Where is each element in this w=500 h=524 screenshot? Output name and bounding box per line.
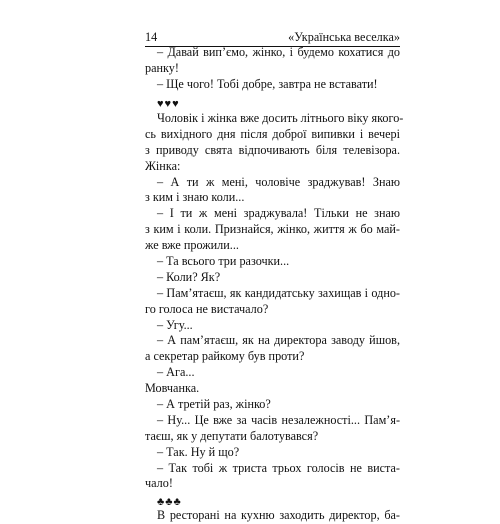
text-line: з приводу свята відпочивають біля телевізора. xyxy=(145,142,400,157)
text-line: – Давай вип’ємо, жінко, і будемо кохатися до xyxy=(157,45,400,59)
joke-block-3 xyxy=(145,508,400,524)
text-line: же вже прожили... xyxy=(145,238,239,253)
text-line: Чоловік і жінка вже досить літнього віку якого- xyxy=(157,111,404,125)
text-line: – Пам’ятаєш, як кандидатську захищав і одно- xyxy=(157,285,400,300)
joke-block-1 xyxy=(145,45,400,93)
text-line: сь вихідного дня після доброї випивки і вечері xyxy=(145,126,400,141)
text-line: Мовчанка. xyxy=(145,381,200,396)
running-title: «Українська веселка» xyxy=(288,30,400,44)
book-page xyxy=(145,29,404,522)
text-line: таєш, як у депутати балотувався? xyxy=(145,428,319,443)
text-line: В ресторані на кухню заходить директор, ба- xyxy=(157,508,400,522)
text-line: – Угу... xyxy=(157,317,193,332)
text-line: – Так. Ну й що? xyxy=(157,444,240,459)
text-line: – Коли? Як? xyxy=(157,269,221,284)
clubs-ornament: ♣♣♣ xyxy=(157,496,182,508)
page-header xyxy=(145,29,400,45)
text-line: – А третій раз, жінко? xyxy=(157,397,271,412)
hearts-ornament: ♥♥♥ xyxy=(157,98,180,110)
text-line: – Ну... Це вже за часів незалежності... Пам’я- xyxy=(157,412,400,427)
text-line: – А пам’ятаєш, як на директора заводу йшов, xyxy=(157,333,400,348)
text-line: з ким і коли. Признайся, жінко, життя ж бо май- xyxy=(145,222,400,237)
text-line: – Ага... xyxy=(157,365,195,380)
text-line: з ким і знаю коли... xyxy=(145,190,245,205)
text-line: – Та всього три разочки... xyxy=(157,254,290,269)
page-number: 14 xyxy=(145,30,158,44)
text-line: го голоса не вистачало? xyxy=(145,301,269,316)
text-line: ранку! xyxy=(145,60,179,75)
text-line: Жінка: xyxy=(145,158,181,173)
joke-block-2 xyxy=(145,111,404,492)
text-line: – І ти ж мені зраджувала! Тільки не знаю xyxy=(157,206,400,221)
text-line: – Так тобі ж триста трьох голосів не виста- xyxy=(157,460,400,475)
text-line: а секретар райкому був проти? xyxy=(145,349,305,364)
text-line: чало! xyxy=(145,476,173,491)
text-line: – А ти ж мені, чоловіче зраджував! Знаю xyxy=(157,174,400,189)
text-line: – Ще чого! Тобі добре, завтра не вставати! xyxy=(157,76,378,91)
